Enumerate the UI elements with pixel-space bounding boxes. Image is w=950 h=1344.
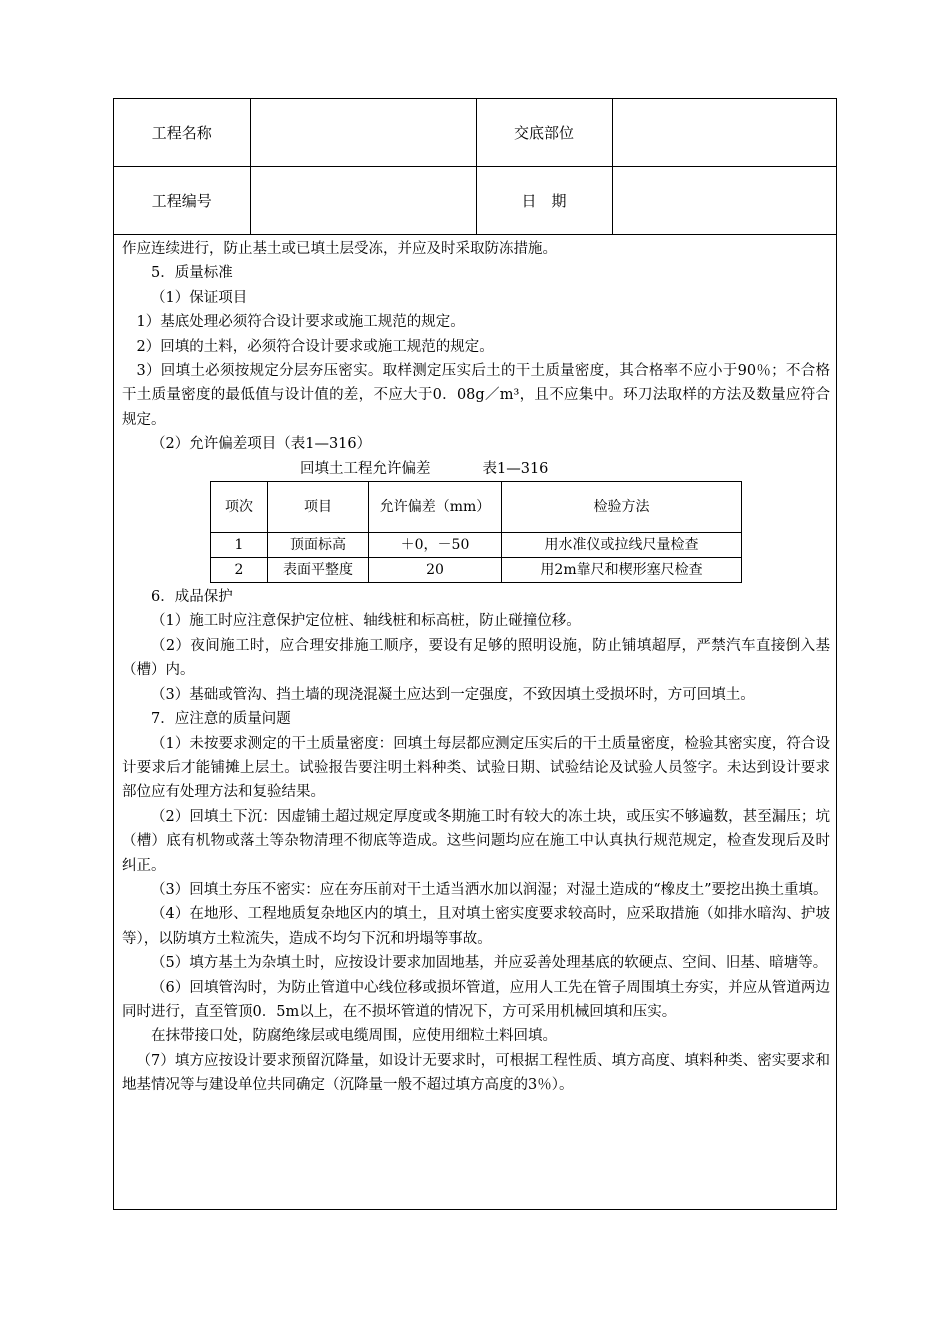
paragraph: （4）在地形、工程地质复杂地区内的填土，且对填土密实度要求较高时，应采取措施（如排水暗沟、护坡等），以防填方土粒流失，造成不均匀下沉和坍塌等事故。 <box>122 906 830 947</box>
handover-part-label: 交底部位 <box>476 99 612 167</box>
table-caption-title: 回填土工程允许偏差 <box>300 460 431 477</box>
project-name-label: 工程名称 <box>114 99 250 167</box>
table-row <box>211 558 742 583</box>
project-name-field[interactable] <box>250 99 476 167</box>
document-body <box>122 237 830 1098</box>
project-no-field[interactable] <box>250 167 476 235</box>
section-heading-quality-issues: 7．应注意的质量问题 <box>151 711 291 728</box>
paragraph: 3）回填土必须按规定分层夯压密实。取样测定压实后土的干土质量密度，其合格率不应小于90％；不合格干土质量密度的最低值与设计值的差，不应大于0．08g／m³，且不应集中。环刀法取样的方法及数量应符合规定。 <box>122 363 830 428</box>
date-field[interactable] <box>612 167 836 235</box>
table-cell: 2 <box>211 558 268 583</box>
date-label: 日 期 <box>476 167 612 235</box>
header-table <box>114 99 836 235</box>
paragraph: （7）填方应按设计要求预留沉降量，如设计无要求时，可根据工程性质、填方高度、填料种类、密实要求和地基情况等与建设单位共同确定（沉降量一般不超过填方高度的3％）。 <box>122 1052 830 1094</box>
section-heading-quality-standard: 5．质量标准 <box>151 265 233 282</box>
table-header-cell: 项目 <box>268 482 369 533</box>
subheading-tolerance-items: （2）允许偏差项目（表1—316） <box>151 436 372 453</box>
disclosure-form <box>113 98 837 1210</box>
handover-part-field[interactable] <box>612 99 836 167</box>
table-cell: 用水准仪或拉线尺量检查 <box>502 533 742 558</box>
paragraph: （3）基础或管沟、挡土墙的现浇混凝土应达到一定强度，不致因填土受损坏时，方可回填土。 <box>151 686 755 703</box>
table-cell: 表面平整度 <box>268 558 369 583</box>
table-caption <box>122 457 830 481</box>
table-header-cell: 允许偏差（mm） <box>369 482 502 533</box>
paragraph: （2）夜间施工时，应合理安排施工顺序，要设有足够的照明设施，防止铺填超厚，严禁汽车直接倒入基（槽）内。 <box>122 637 830 679</box>
paragraph: （5）填方基土为杂填土时，应按设计要求加固地基，并应妥善处理基底的软硬点、空间、旧基、暗塘等。 <box>151 955 828 972</box>
project-no-label: 工程编号 <box>114 167 250 235</box>
section-heading-product-protection: 6．成品保护 <box>151 589 233 606</box>
table-cell: ＋0，－50 <box>369 533 502 558</box>
table-cell: 顶面标高 <box>268 533 369 558</box>
tolerance-table <box>210 481 742 583</box>
paragraph: （3）回填土夯压不密实：应在夯压前对干土适当洒水加以润湿；对湿土造成的“橡皮土”要挖出换土重填。 <box>151 881 828 898</box>
table-cell: 20 <box>369 558 502 583</box>
table-cell: 1 <box>211 533 268 558</box>
table-header-cell: 检验方法 <box>502 482 742 533</box>
paragraph: 1）基底处理必须符合设计要求或施工规范的规定。 <box>136 314 465 331</box>
table-caption-number: 表1—316 <box>482 460 549 477</box>
paragraph: 作应连续进行，防止基土或已填土层受冻，并应及时采取防冻措施。 <box>122 241 557 257</box>
paragraph: （6）回填管沟时，为防止管道中心线位移或损坏管道，应用人工先在管子周围填土夯实，并应从管道两边同时进行，直至管顶0．5m以上，在不损坏管道的情况下，方可采用机械回填和压实。 <box>122 979 830 1020</box>
paragraph: 2）回填的土料，必须符合设计要求或施工规范的规定。 <box>136 338 494 355</box>
paragraph: （2）回填土下沉：因虚铺土超过规定厚度或冬期施工时有较大的冻土块，或压实不够遍数，甚至漏压；坑（槽）底有机物或落土等杂物清理不彻底等造成。这些问题均应在施工中认真执行规范规定，检查发现后及时纠正。 <box>122 808 830 874</box>
paragraph: （1）未按要求测定的干土质量密度：回填土每层都应测定压实后的干土质量密度，检验其密实度，符合设计要求后才能铺摊上层土。试验报告要注明土料种类、试验日期、试验结论及试验人员签字。未达到设计要求部位应有处理方法和复验结果。 <box>122 735 830 801</box>
table-row <box>211 533 742 558</box>
paragraph: 在抹带接口处，防腐绝缘层或电缆周围，应使用细粒土料回填。 <box>151 1028 557 1045</box>
subheading-guaranteed-items: （1）保证项目 <box>151 289 248 306</box>
paragraph: （1）施工时应注意保护定位桩、轴线桩和标高桩，防止碰撞位移。 <box>151 613 581 630</box>
table-header-cell: 项次 <box>211 482 268 533</box>
table-cell: 用2m靠尺和楔形塞尺检查 <box>502 558 742 583</box>
